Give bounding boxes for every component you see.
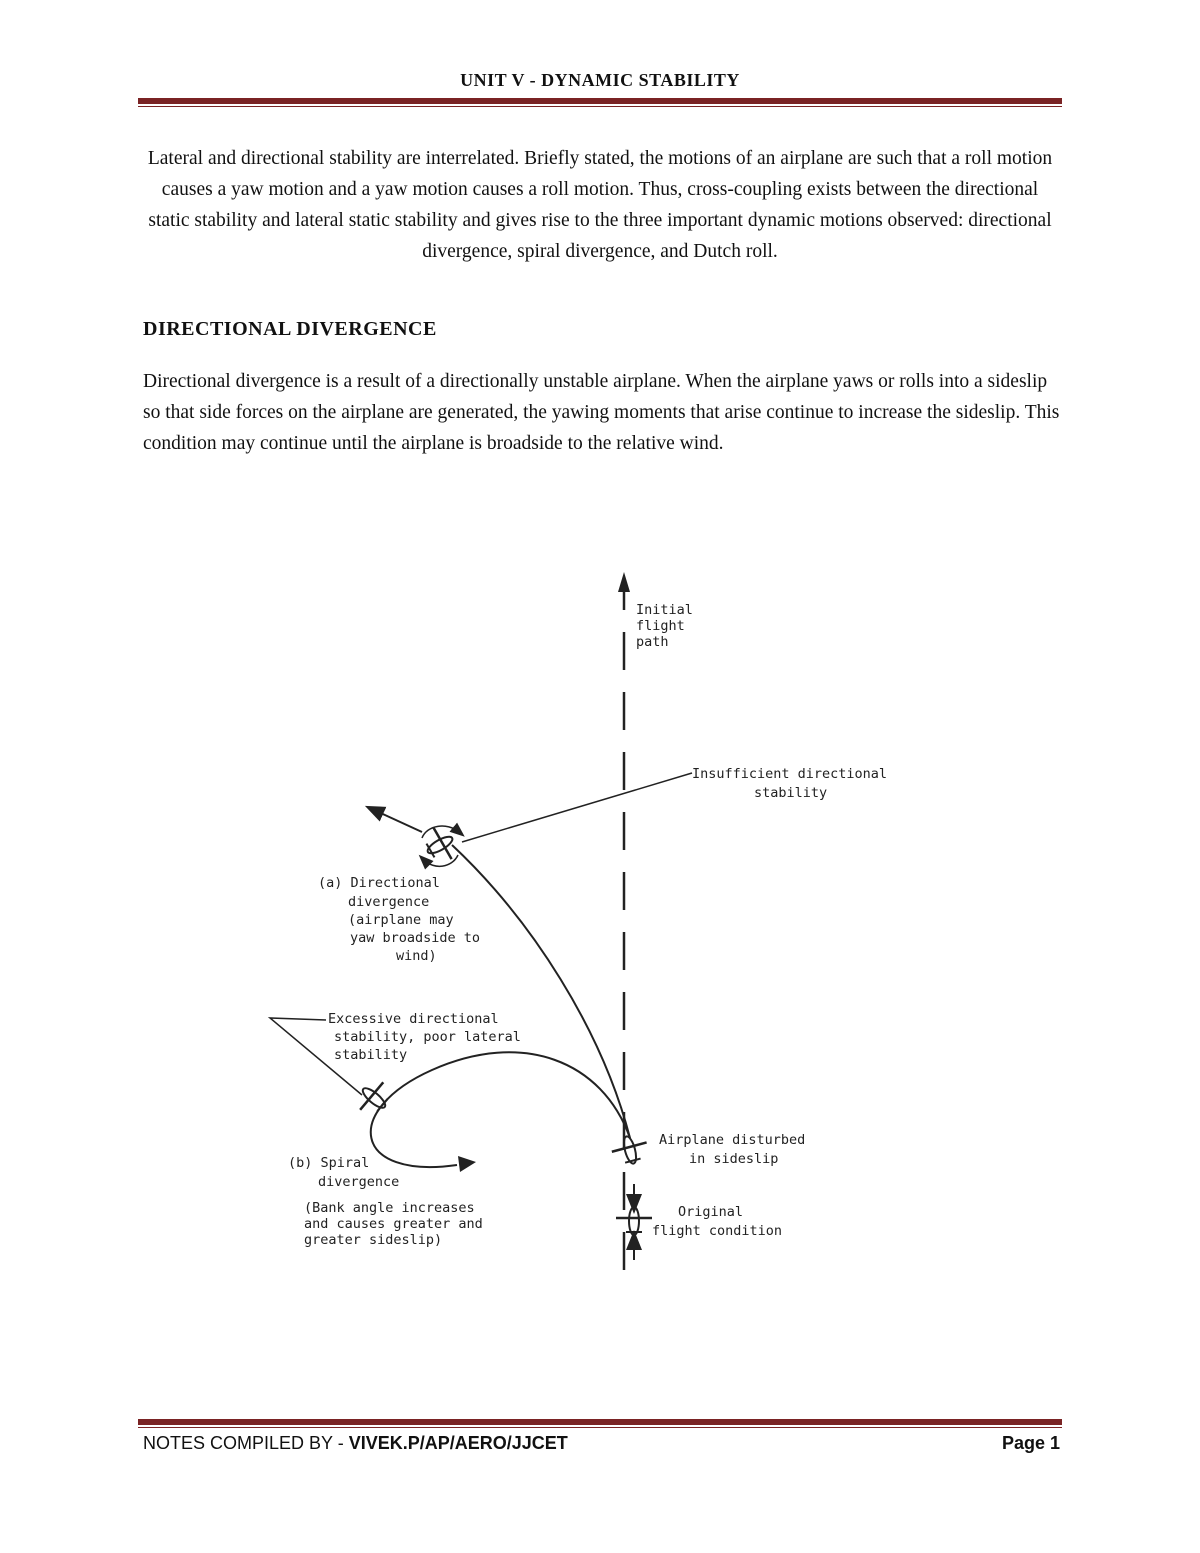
page-header-title: UNIT V - DYNAMIC STABILITY: [460, 70, 740, 90]
label-spiral: (b) Spiral divergence: [288, 1155, 400, 1190]
directional-heading-arrow: [374, 810, 422, 832]
yaw-moment-arrow-bottom: [424, 855, 458, 866]
figure-diagram: [262, 560, 932, 1285]
page-number: Page 1: [1001, 1433, 1060, 1453]
section-title: DIRECTIONAL DIVERGENCE: [143, 318, 437, 340]
directional-divergence-path: [452, 845, 630, 1138]
spiral-arrowhead: [458, 1156, 476, 1172]
label-initial-path: Initial flight path: [636, 602, 693, 650]
section-body: Directional divergence is a result of a directionally unstable airplane. When the airplane yaws or rolls into a sideslip so that side forces on the airplane are generated, the yawing moments that arise continue to increase the sideslip. This condition may continue until the airplane is broadside to the relative wind.: [143, 371, 1060, 454]
footer-author: VIVEK.P/AP/AERO/JJCET: [348, 1433, 568, 1453]
footer-credit: [143, 1433, 568, 1454]
label-excessive: Excessive directional stability, poor lateral stability: [328, 1011, 521, 1063]
directional-divergence-figure: [262, 560, 932, 1285]
original-airplane-icon: [616, 1184, 652, 1260]
footer-prefix: NOTES COMPILED BY -: [143, 1433, 349, 1453]
label-disturbed: Airplane disturbed in sideslip: [659, 1132, 806, 1167]
label-directional-divergence: (a) Directional divergence (airplane may yaw broadside to wind): [318, 875, 481, 964]
yaw-moment-arrow-top: [422, 826, 459, 838]
intro-paragraph: Lateral and directional stability are interrelated. Briefly stated, the motions of an airplane are such that a roll motion causes a yaw motion and a yaw motion causes a roll motion. Thus, cross-coupling exists between the directional static stability and lateral static stability and gives rise to the three important dynamic motions observed: directional divergence, spiral divergence, and Dutch roll.: [147, 148, 1053, 262]
insufficient-leader-line: [462, 773, 692, 842]
label-original: Original flight condition: [652, 1204, 783, 1239]
spiral-divergence-path: [371, 1052, 630, 1167]
header-rule: [138, 98, 1062, 107]
label-insufficient: Insufficient directional stability: [692, 766, 888, 801]
footer-rule: [138, 1419, 1062, 1428]
initial-path-arrowhead: [618, 572, 630, 592]
label-bank-angle: (Bank angle increases and causes greater and greater sideslip): [304, 1200, 483, 1248]
